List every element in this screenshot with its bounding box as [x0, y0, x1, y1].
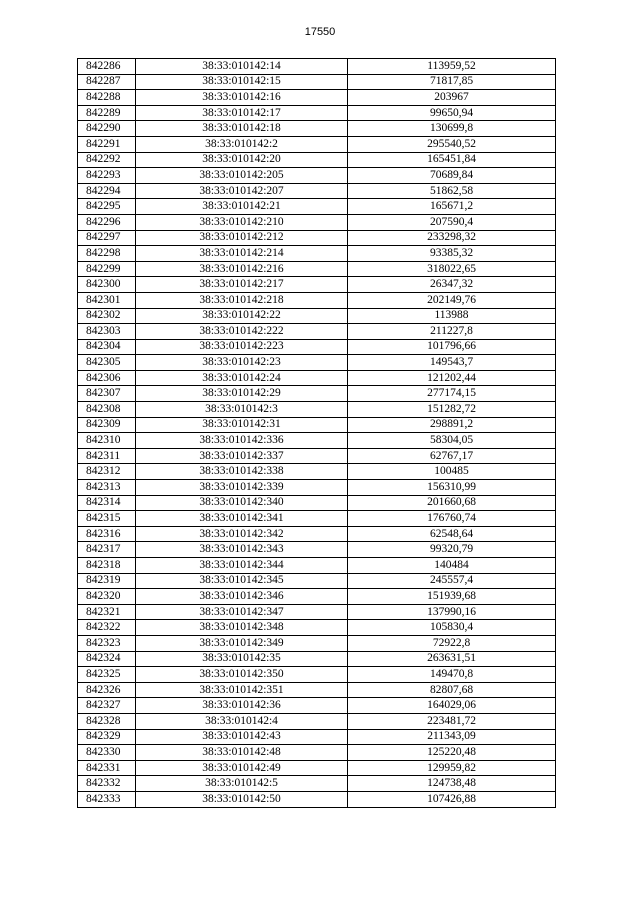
cadastral-number-cell: 38:33:010142:217	[136, 277, 348, 293]
cadastral-value-cell: 233298,32	[348, 230, 556, 246]
cadastral-number-cell: 38:33:010142:15	[136, 74, 348, 90]
cadastral-number-cell: 38:33:010142:342	[136, 526, 348, 542]
row-id-cell: 842305	[78, 355, 136, 371]
cadastral-number-cell: 38:33:010142:16	[136, 90, 348, 106]
row-id-cell: 842319	[78, 573, 136, 589]
cadastral-value-table	[77, 58, 556, 808]
row-id-cell: 842307	[78, 386, 136, 402]
table-row	[78, 152, 556, 168]
cadastral-value-cell: 140484	[348, 558, 556, 574]
cadastral-value-cell: 125220,48	[348, 745, 556, 761]
table-row	[78, 74, 556, 90]
cadastral-value-cell: 82807,68	[348, 682, 556, 698]
table-row	[78, 682, 556, 698]
cadastral-value-cell: 149543,7	[348, 355, 556, 371]
cadastral-number-cell: 38:33:010142:50	[136, 791, 348, 807]
row-id-cell: 842289	[78, 105, 136, 121]
table-row	[78, 230, 556, 246]
cadastral-number-cell: 38:33:010142:348	[136, 620, 348, 636]
table-row	[78, 729, 556, 745]
table-row	[78, 791, 556, 807]
cadastral-value-cell: 121202,44	[348, 370, 556, 386]
table-row	[78, 604, 556, 620]
row-id-cell: 842298	[78, 246, 136, 262]
cadastral-value-cell: 223481,72	[348, 713, 556, 729]
cadastral-value-cell: 165451,84	[348, 152, 556, 168]
cadastral-number-cell: 38:33:010142:223	[136, 339, 348, 355]
row-id-cell: 842292	[78, 152, 136, 168]
cadastral-number-cell: 38:33:010142:36	[136, 698, 348, 714]
cadastral-value-cell: 62767,17	[348, 448, 556, 464]
row-id-cell: 842331	[78, 760, 136, 776]
cadastral-value-cell: 124738,48	[348, 776, 556, 792]
cadastral-value-cell: 156310,99	[348, 480, 556, 496]
cadastral-value-cell: 207590,4	[348, 214, 556, 230]
table-row	[78, 136, 556, 152]
cadastral-value-cell: 129959,82	[348, 760, 556, 776]
row-id-cell: 842327	[78, 698, 136, 714]
cadastral-number-cell: 38:33:010142:349	[136, 635, 348, 651]
table-row	[78, 277, 556, 293]
table-row	[78, 760, 556, 776]
row-id-cell: 842329	[78, 729, 136, 745]
cadastral-value-cell: 99650,94	[348, 105, 556, 121]
cadastral-number-cell: 38:33:010142:18	[136, 121, 348, 137]
cadastral-number-cell: 38:33:010142:345	[136, 573, 348, 589]
table-row	[78, 183, 556, 199]
cadastral-value-cell: 101796,66	[348, 339, 556, 355]
cadastral-number-cell: 38:33:010142:21	[136, 199, 348, 215]
table-row	[78, 511, 556, 527]
table-row	[78, 105, 556, 121]
cadastral-number-cell: 38:33:010142:35	[136, 651, 348, 667]
row-id-cell: 842295	[78, 199, 136, 215]
cadastral-number-cell: 38:33:010142:338	[136, 464, 348, 480]
cadastral-value-cell: 71817,85	[348, 74, 556, 90]
table-row	[78, 433, 556, 449]
table-row	[78, 402, 556, 418]
cadastral-number-cell: 38:33:010142:207	[136, 183, 348, 199]
row-id-cell: 842325	[78, 667, 136, 683]
cadastral-number-cell: 38:33:010142:24	[136, 370, 348, 386]
cadastral-value-cell: 151939,68	[348, 589, 556, 605]
cadastral-value-cell: 211227,8	[348, 324, 556, 340]
cadastral-value-cell: 318022,65	[348, 261, 556, 277]
table-row	[78, 667, 556, 683]
cadastral-number-cell: 38:33:010142:5	[136, 776, 348, 792]
row-id-cell: 842323	[78, 635, 136, 651]
row-id-cell: 842300	[78, 277, 136, 293]
row-id-cell: 842288	[78, 90, 136, 106]
cadastral-number-cell: 38:33:010142:222	[136, 324, 348, 340]
table-row	[78, 542, 556, 558]
table-row	[78, 90, 556, 106]
cadastral-number-cell: 38:33:010142:17	[136, 105, 348, 121]
cadastral-value-cell: 151282,72	[348, 402, 556, 418]
cadastral-value-cell: 107426,88	[348, 791, 556, 807]
cadastral-value-cell: 149470,8	[348, 667, 556, 683]
table-row	[78, 261, 556, 277]
row-id-cell: 842306	[78, 370, 136, 386]
row-id-cell: 842320	[78, 589, 136, 605]
cadastral-value-cell: 211343,09	[348, 729, 556, 745]
table-row	[78, 480, 556, 496]
table-row	[78, 745, 556, 761]
cadastral-value-cell: 26347,32	[348, 277, 556, 293]
table-row	[78, 246, 556, 262]
cadastral-number-cell: 38:33:010142:218	[136, 292, 348, 308]
row-id-cell: 842333	[78, 791, 136, 807]
table-row	[78, 417, 556, 433]
cadastral-number-cell: 38:33:010142:49	[136, 760, 348, 776]
cadastral-value-cell: 203967	[348, 90, 556, 106]
row-id-cell: 842301	[78, 292, 136, 308]
table-row	[78, 355, 556, 371]
table-row	[78, 635, 556, 651]
table-row	[78, 526, 556, 542]
table-row	[78, 589, 556, 605]
cadastral-number-cell: 38:33:010142:336	[136, 433, 348, 449]
cadastral-number-cell: 38:33:010142:214	[136, 246, 348, 262]
row-id-cell: 842317	[78, 542, 136, 558]
cadastral-value-cell: 263631,51	[348, 651, 556, 667]
row-id-cell: 842310	[78, 433, 136, 449]
row-id-cell: 842312	[78, 464, 136, 480]
table-row	[78, 121, 556, 137]
table-row	[78, 698, 556, 714]
table-row	[78, 776, 556, 792]
table-row	[78, 168, 556, 184]
row-id-cell: 842322	[78, 620, 136, 636]
row-id-cell: 842297	[78, 230, 136, 246]
row-id-cell: 842286	[78, 59, 136, 75]
cadastral-number-cell: 38:33:010142:212	[136, 230, 348, 246]
table-row	[78, 324, 556, 340]
cadastral-number-cell: 38:33:010142:3	[136, 402, 348, 418]
row-id-cell: 842314	[78, 495, 136, 511]
cadastral-number-cell: 38:33:010142:337	[136, 448, 348, 464]
cadastral-number-cell: 38:33:010142:43	[136, 729, 348, 745]
cadastral-number-cell: 38:33:010142:344	[136, 558, 348, 574]
cadastral-value-cell: 277174,15	[348, 386, 556, 402]
row-id-cell: 842302	[78, 308, 136, 324]
table-row	[78, 464, 556, 480]
row-id-cell: 842290	[78, 121, 136, 137]
cadastral-number-cell: 38:33:010142:2	[136, 136, 348, 152]
table-row	[78, 573, 556, 589]
table-row	[78, 214, 556, 230]
table-row	[78, 339, 556, 355]
row-id-cell: 842299	[78, 261, 136, 277]
row-id-cell: 842293	[78, 168, 136, 184]
cadastral-value-cell: 164029,06	[348, 698, 556, 714]
cadastral-value-cell: 113959,52	[348, 59, 556, 75]
cadastral-value-cell: 113988	[348, 308, 556, 324]
table-row	[78, 448, 556, 464]
row-id-cell: 842328	[78, 713, 136, 729]
row-id-cell: 842303	[78, 324, 136, 340]
cadastral-value-cell: 165671,2	[348, 199, 556, 215]
cadastral-value-cell: 70689,84	[348, 168, 556, 184]
row-id-cell: 842313	[78, 480, 136, 496]
cadastral-value-cell: 202149,76	[348, 292, 556, 308]
table-row	[78, 495, 556, 511]
cadastral-number-cell: 38:33:010142:216	[136, 261, 348, 277]
row-id-cell: 842330	[78, 745, 136, 761]
cadastral-number-cell: 38:33:010142:205	[136, 168, 348, 184]
cadastral-number-cell: 38:33:010142:29	[136, 386, 348, 402]
table-row	[78, 713, 556, 729]
table-row	[78, 620, 556, 636]
cadastral-value-cell: 58304,05	[348, 433, 556, 449]
row-id-cell: 842294	[78, 183, 136, 199]
cadastral-number-cell: 38:33:010142:23	[136, 355, 348, 371]
row-id-cell: 842308	[78, 402, 136, 418]
cadastral-number-cell: 38:33:010142:48	[136, 745, 348, 761]
cadastral-number-cell: 38:33:010142:20	[136, 152, 348, 168]
row-id-cell: 842326	[78, 682, 136, 698]
cadastral-value-cell: 51862,58	[348, 183, 556, 199]
row-id-cell: 842318	[78, 558, 136, 574]
row-id-cell: 842321	[78, 604, 136, 620]
row-id-cell: 842287	[78, 74, 136, 90]
table-row	[78, 59, 556, 75]
table-body	[78, 59, 556, 808]
cadastral-value-cell: 137990,16	[348, 604, 556, 620]
row-id-cell: 842304	[78, 339, 136, 355]
cadastral-value-cell: 99320,79	[348, 542, 556, 558]
cadastral-value-cell: 130699,8	[348, 121, 556, 137]
cadastral-number-cell: 38:33:010142:340	[136, 495, 348, 511]
row-id-cell: 842315	[78, 511, 136, 527]
cadastral-value-cell: 93385,32	[348, 246, 556, 262]
cadastral-number-cell: 38:33:010142:341	[136, 511, 348, 527]
row-id-cell: 842332	[78, 776, 136, 792]
cadastral-number-cell: 38:33:010142:346	[136, 589, 348, 605]
cadastral-number-cell: 38:33:010142:351	[136, 682, 348, 698]
cadastral-number-cell: 38:33:010142:4	[136, 713, 348, 729]
cadastral-value-cell: 298891,2	[348, 417, 556, 433]
row-id-cell: 842316	[78, 526, 136, 542]
cadastral-value-cell: 72922,8	[348, 635, 556, 651]
cadastral-value-cell: 100485	[348, 464, 556, 480]
row-id-cell: 842296	[78, 214, 136, 230]
cadastral-value-cell: 245557,4	[348, 573, 556, 589]
cadastral-number-cell: 38:33:010142:343	[136, 542, 348, 558]
cadastral-value-cell: 62548,64	[348, 526, 556, 542]
table-row	[78, 308, 556, 324]
cadastral-value-cell: 295540,52	[348, 136, 556, 152]
cadastral-value-cell: 176760,74	[348, 511, 556, 527]
row-id-cell: 842291	[78, 136, 136, 152]
cadastral-number-cell: 38:33:010142:210	[136, 214, 348, 230]
table-row	[78, 651, 556, 667]
cadastral-value-cell: 105830,4	[348, 620, 556, 636]
row-id-cell: 842309	[78, 417, 136, 433]
table-row	[78, 199, 556, 215]
table-row	[78, 370, 556, 386]
cadastral-number-cell: 38:33:010142:31	[136, 417, 348, 433]
table-row	[78, 386, 556, 402]
table-row	[78, 292, 556, 308]
row-id-cell: 842311	[78, 448, 136, 464]
table-row	[78, 558, 556, 574]
cadastral-number-cell: 38:33:010142:22	[136, 308, 348, 324]
page-number: 17550	[304, 26, 336, 38]
cadastral-value-cell: 201660,68	[348, 495, 556, 511]
cadastral-number-cell: 38:33:010142:339	[136, 480, 348, 496]
cadastral-number-cell: 38:33:010142:350	[136, 667, 348, 683]
row-id-cell: 842324	[78, 651, 136, 667]
cadastral-number-cell: 38:33:010142:347	[136, 604, 348, 620]
cadastral-number-cell: 38:33:010142:14	[136, 59, 348, 75]
